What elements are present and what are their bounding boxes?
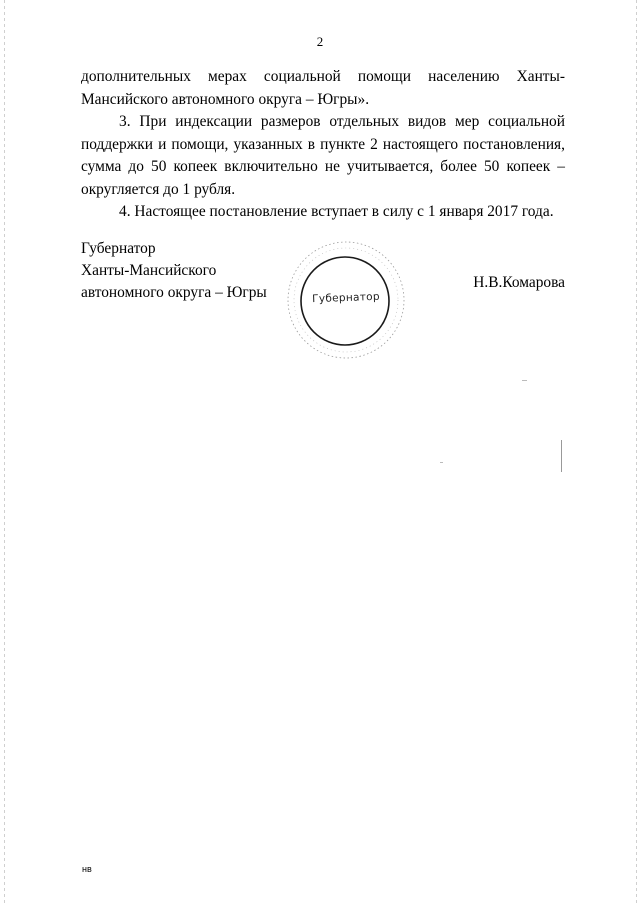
paragraph-item-4: 4. Настоящее постановление вступает в силу с 1 января 2017 года. [119, 203, 554, 220]
signer-name: Н.В.Комарова [473, 274, 565, 291]
footer-initials: нв [82, 864, 92, 874]
paragraph-rest: Мансийского автономного округа – Югры». [81, 90, 370, 108]
scan-artifact [522, 380, 527, 381]
paragraph-item-3: 3. При индексации размеров отдельных видов мер социальной поддержки и помощи, указанных в пункте 2 настоящего постановления, сумма до 50 копеек включительно не учитывается, более 50 копеек – округляется до 1 рубля. [81, 113, 565, 198]
page-number: 2 [316, 34, 324, 49]
signer-title-line-1: Губернатор [81, 240, 156, 257]
seal-label: Губернатор [311, 290, 381, 306]
page-edge-left [4, 0, 5, 905]
scan-artifact [440, 462, 443, 463]
signer-title-line-3: автономного округа – Югры [81, 284, 267, 301]
official-seal [282, 238, 410, 363]
paragraph-continuation [81, 66, 565, 111]
signer-title-line-2: Ханты-Мансийского [81, 262, 217, 279]
page-edge-right [636, 0, 637, 905]
scan-artifact [561, 440, 562, 472]
document-body [81, 66, 565, 224]
paragraph-first-line: дополнительных мерах социальной помощи населению Ханты- [81, 68, 565, 85]
